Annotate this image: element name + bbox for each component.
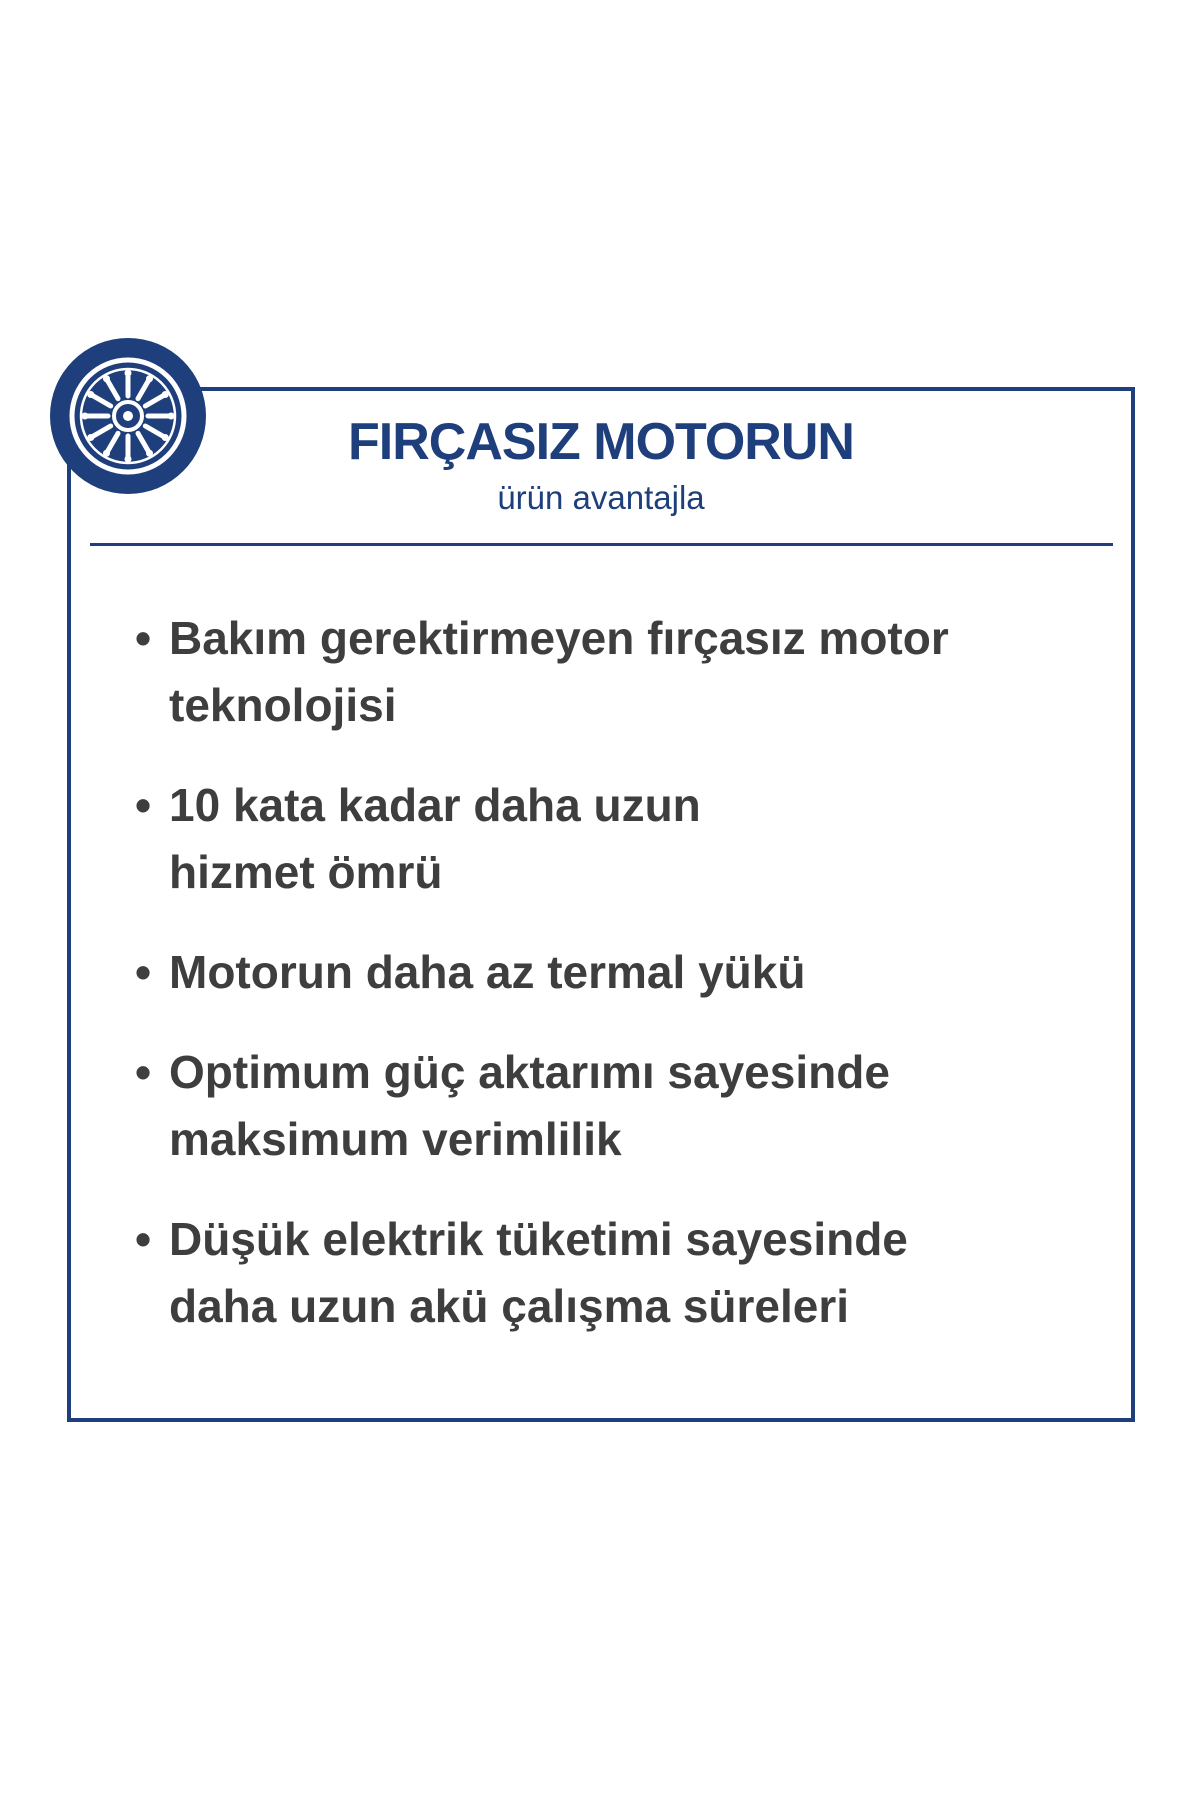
header-divider <box>90 543 1113 546</box>
benefit-line: Optimum güç aktarımı sayesinde <box>169 1046 890 1098</box>
benefit-line: teknolojisi <box>169 679 397 731</box>
bullet: • <box>135 946 152 998</box>
benefit-line: daha uzun akü çalışma süreleri <box>169 1280 850 1332</box>
benefit-line: 10 kata kadar daha uzun <box>169 779 701 831</box>
page-subtitle: ürün avantajla <box>497 479 705 516</box>
bullet: • <box>135 1213 152 1265</box>
benefit-line: Motorun daha az termal yükü <box>169 946 806 998</box>
benefit-item <box>135 1206 1085 1340</box>
benefit-item <box>135 772 1085 906</box>
benefit-item <box>135 1039 1085 1173</box>
bullet: • <box>135 1046 152 1098</box>
page-title: FIRÇASIZ MOTORUN <box>348 413 854 471</box>
bullet: • <box>135 779 152 831</box>
benefit-line: hizmet ömrü <box>169 846 443 898</box>
benefits-list <box>135 605 1085 1373</box>
benefit-item <box>135 605 1085 739</box>
benefit-line: Bakım gerektirmeyen fırçasız motor <box>169 612 949 664</box>
bullet: • <box>135 612 152 664</box>
benefit-item <box>135 939 1085 1006</box>
benefit-line: Düşük elektrik tüketimi sayesinde <box>169 1213 908 1265</box>
benefit-line: maksimum verimlilik <box>169 1113 622 1165</box>
